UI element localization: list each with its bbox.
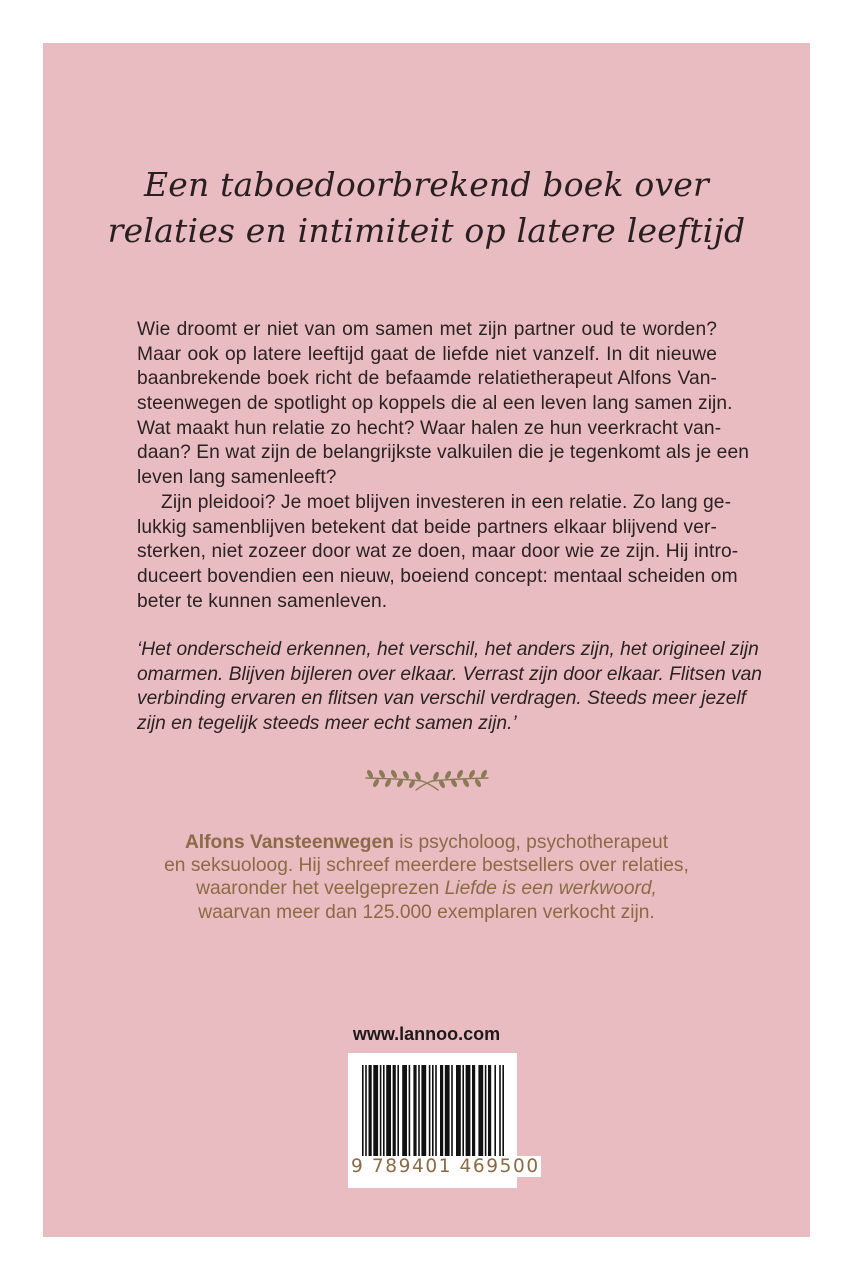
bio-line-1 <box>0 831 853 854</box>
blurb-line: daan? En wat zijn de belangrijkste valkuilen die je tegenkomt als je een <box>137 442 749 464</box>
blurb-line: leven lang samenleeft? <box>137 467 337 489</box>
blurb-line: baanbrekende boek richt de befaamde relatietherapeut Alfons Van- <box>137 368 717 390</box>
isbn-digits: 9 789401 469500 <box>351 1156 540 1177</box>
quote-line: omarmen. Blijven bijleren over elkaar. Verrast zijn door elkaar. Flitsen van <box>137 663 762 685</box>
tagline-line-2: relaties en intimiteit op latere leeftijd <box>107 211 746 250</box>
blurb-line: lukkig samenblijven betekent dat beide partners elkaar blijvend ver- <box>137 516 717 538</box>
isbn-number <box>350 1156 540 1182</box>
quote-line: zijn en tegelijk steeds meer echt samen zijn.’ <box>137 713 517 735</box>
blurb-line: Wie droomt er niet van om samen met zijn partner oud te worden? <box>137 319 717 340</box>
bio-line-4: waarvan meer dan 125.000 exemplaren verkocht zijn. <box>198 901 655 923</box>
book-title: Liefde is een werkwoord, <box>444 878 657 900</box>
quote-line: verbinding ervaren en flitsen van verschil verdragen. Steeds meer jezelf <box>137 688 746 710</box>
author-name: Alfons Vansteenwegen <box>184 832 394 853</box>
blurb-line: Maar ook op latere leeftijd gaat de liefde niet vanzelf. In dit nieuwe <box>137 343 717 365</box>
bio-text: waaronder het veelgeprezen <box>196 878 445 900</box>
blurb-line: Zijn pleidooi? Je moet blijven investeren in een relatie. Zo lang ge- <box>161 491 732 513</box>
cover-tagline <box>0 162 853 254</box>
tagline-line-1: Een taboedoorbrekend boek over <box>143 165 710 204</box>
blurb-line: steenwegen de spotlight op koppels die al een leven lang samen zijn. <box>137 393 733 415</box>
blurb-line: beter te kunnen samenleven. <box>137 590 388 612</box>
bio-line-3 <box>0 877 853 900</box>
blurb <box>137 318 749 614</box>
blurb-line: sterken, niet zozeer door wat ze doen, maar door wie ze zijn. Hij intro- <box>137 541 739 563</box>
pull-quote <box>137 638 762 737</box>
bio-text: is psycholoog, psychotherapeut <box>393 832 669 853</box>
isbn-barcode <box>348 1053 540 1188</box>
blurb-line: Wat maakt hun relatie zo hecht? Waar halen ze hun veerkracht van- <box>137 417 722 439</box>
author-bio <box>0 831 853 924</box>
laurel-vine-divider-icon <box>362 765 492 795</box>
publisher-url: www.lannoo.com <box>352 1024 501 1044</box>
quote-line: ‘Het onderscheid erkennen, het verschil, het anders zijn, het origineel zijn <box>137 639 759 660</box>
blurb-line: duceert bovendien een nieuw, boeiend concept: mentaal scheiden om <box>137 565 738 587</box>
bio-line-2: en seksuoloog. Hij schreef meerdere bestsellers over relaties, <box>164 855 689 877</box>
